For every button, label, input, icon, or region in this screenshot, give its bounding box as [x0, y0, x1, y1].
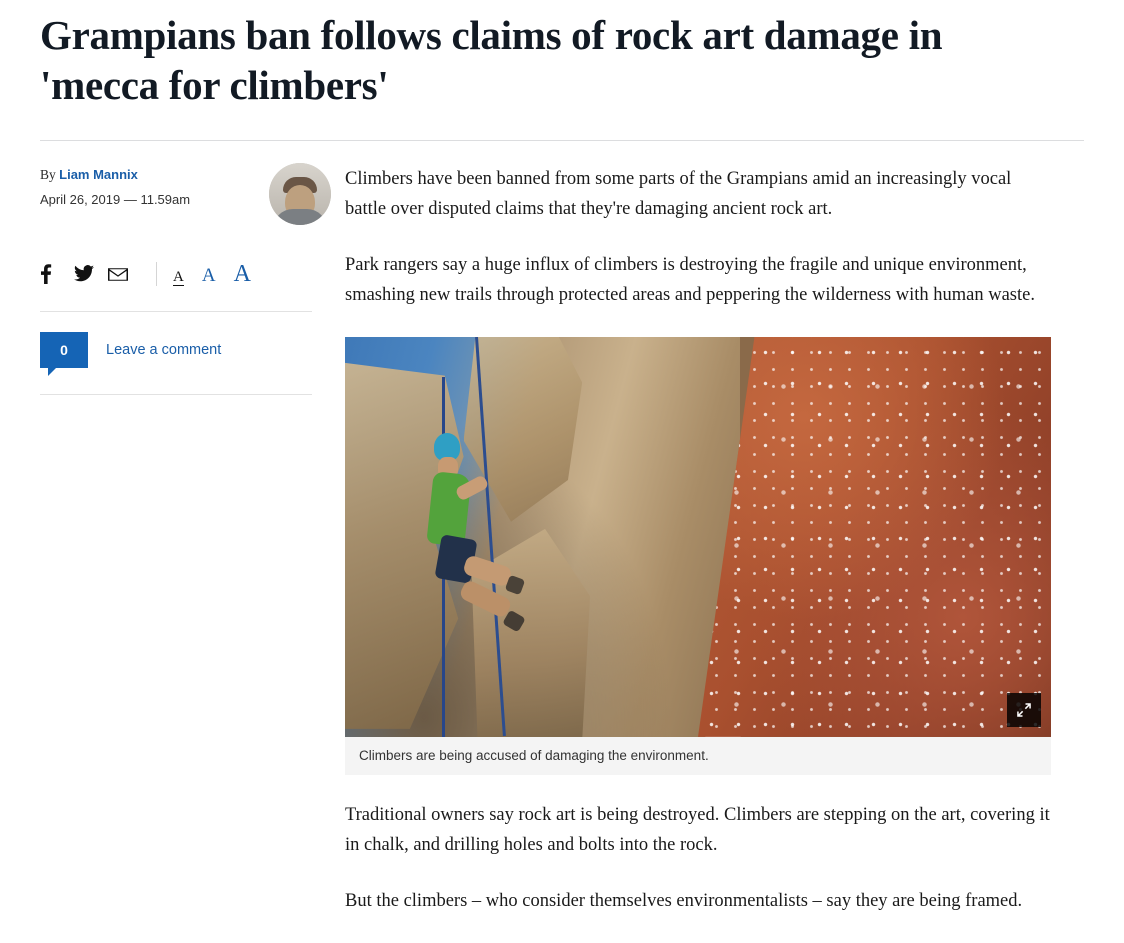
paragraph: Traditional owners say rock art is being destroyed. Climbers are stepping on the art, covering it in chalk, and drilling holes and bolts into the rock.: [345, 804, 1050, 855]
text-size-medium[interactable]: A: [201, 264, 216, 286]
byline-prefix: By: [40, 167, 56, 183]
article-photo[interactable]: [345, 337, 1051, 737]
comments-row[interactable]: [40, 332, 345, 368]
article-sidebar: [40, 141, 345, 395]
expand-icon[interactable]: [1007, 693, 1041, 727]
article-body: [345, 141, 1055, 943]
byline: [40, 163, 345, 225]
figure-caption: Climbers are being accused of damaging the environment.: [345, 737, 1051, 775]
paragraph: Climbers have been banned from some parts of the Grampians amid an increasingly vocal battle over disputed claims that they're damaging ancient rock art.: [345, 169, 1012, 219]
sidebar-divider-bottom: [40, 394, 312, 395]
text-size-controls: [173, 261, 251, 288]
author-link[interactable]: Liam Mannix: [59, 167, 138, 183]
sidebar-divider-top: [40, 311, 312, 312]
avatar: [269, 163, 331, 225]
photo-left-half: [345, 337, 740, 737]
paragraph: Park rangers say a huge influx of climbers is destroying the fragile and unique environment, smashing new trails through protected areas and peppering the wilderness with human waste.: [345, 254, 1035, 305]
rock-art-speckles: [698, 337, 1051, 737]
paragraph: But the climbers – who consider themselves environmentalists – say they are being framed.: [345, 890, 1023, 911]
byline-author-line: [40, 165, 259, 185]
byline-text: [40, 163, 259, 207]
toolbar-divider: [156, 262, 157, 286]
share-toolbar: [40, 259, 345, 289]
article-figure: [345, 337, 1051, 775]
comment-count-badge[interactable]: 0: [40, 332, 88, 368]
facebook-icon[interactable]: [40, 262, 74, 286]
twitter-icon[interactable]: [74, 262, 108, 286]
leave-comment-link[interactable]: Leave a comment: [106, 342, 222, 359]
publish-date: April 26, 2019 — 11.59am: [40, 192, 191, 208]
email-icon[interactable]: [108, 262, 142, 286]
text-size-small[interactable]: A: [173, 268, 184, 285]
page-title: Grampians ban follows claims of rock art damage in 'mecca for climbers': [40, 12, 943, 109]
text-size-large[interactable]: A: [233, 260, 251, 287]
article-page: [0, 10, 1124, 943]
content-columns: [40, 141, 1084, 943]
